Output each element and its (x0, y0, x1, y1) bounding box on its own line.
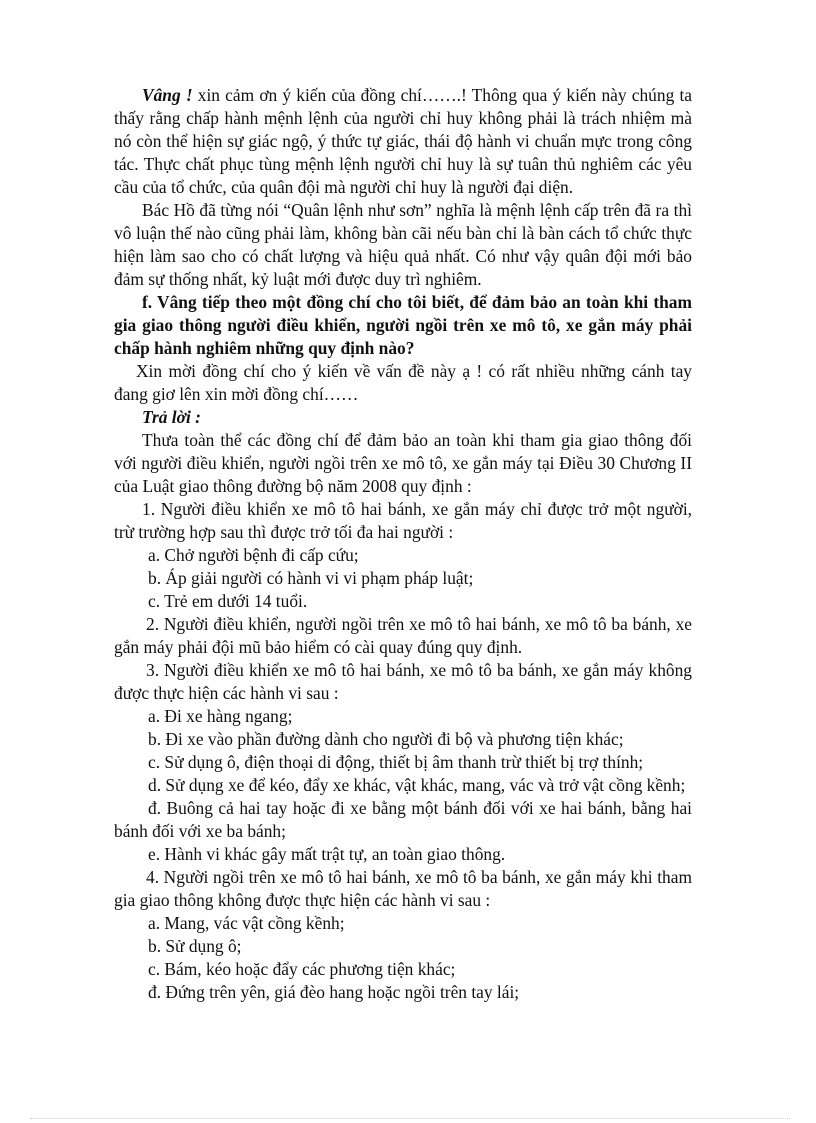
sub-item: c. Sử dụng ô, điện thoại di động, thiết bị âm thanh trừ thiết bị trợ thính; (148, 752, 644, 772)
sub-item: c. Trẻ em dưới 14 tuổi. (148, 591, 308, 611)
rule-item-2: 2. Người điều khiển, người ngồi trên xe mô tô hai bánh, xe mô tô ba bánh, xe gắn máy phải đội mũ bảo hiểm có cài quay đúng quy định. (114, 614, 692, 657)
sub-item: a. Mang, vác vật cồng kềnh; (148, 913, 345, 933)
sub-item: d. Sử dụng xe để kéo, đẩy xe khác, vật khác, mang, vác và trở vật cồng kềnh; (148, 775, 686, 795)
rule-item-4: 4. Người ngồi trên xe mô tô hai bánh, xe mô tô ba bánh, xe gắn máy khi tham gia giao thông không được thực hiện các hành vi sau : (114, 867, 692, 910)
paragraph-text: xin cảm ơn ý kiến của đồng chí…….! Thông qua ý kiến này chúng ta thấy rằng chấp hành mệnh lệnh của người chỉ huy không phải là trách nhiệm mà nó còn thể hiện sự giác ngộ, ý thức tự giác, thái độ hành vi chuẩn mực trong công tác. Thực chất phục tùng mệnh lệnh người chỉ huy là sự tuân thủ nghiêm các yêu cầu của tổ chức, của quân đội mà người chỉ huy là người đại diện. (114, 85, 692, 197)
paragraph-response (114, 84, 692, 199)
sub-item: b. Áp giải người có hành vi vi phạm pháp luật; (148, 568, 474, 588)
rule-item-1: 1. Người điều khiển xe mô tô hai bánh, xe gắn máy chỉ được trở một người, trừ trường hợp sau thì được trở tối đa hai người : (114, 499, 692, 542)
sub-item: b. Sử dụng ô; (148, 936, 242, 956)
sub-item: a. Chở người bệnh đi cấp cứu; (148, 545, 359, 565)
question-heading: f. Vâng tiếp theo một đồng chí cho tôi biết, để đảm bảo an toàn khi tham gia giao thông người điều khiển, người ngồi trên xe mô tô, xe gắn máy phải chấp hành nghiêm những quy định nào? (114, 292, 692, 358)
paragraph-quote: Bác Hồ đã từng nói “Quân lệnh như sơn” nghĩa là mệnh lệnh cấp trên đã ra thì vô luận thế nào cũng phải làm, không bàn cãi nếu bàn chỉ là bàn cách tổ chức thực hiện làm sao cho có chất lượng và hiệu quả nhất. Có như vậy quân đội mới bảo đảm sự thống nhất, kỷ luật mới được duy trì nghiêm. (114, 200, 692, 289)
sub-item: c. Bám, kéo hoặc đẩy các phương tiện khác; (148, 959, 456, 979)
sub-item: b. Đi xe vào phần đường dành cho người đi bộ và phương tiện khác; (148, 729, 624, 749)
rule-item-3: 3. Người điều khiển xe mô tô hai bánh, xe mô tô ba bánh, xe gắn máy không được thực hiện các hành vi sau : (114, 660, 692, 703)
sub-item: e. Hành vi khác gây mất trật tự, an toàn giao thông. (148, 844, 506, 864)
paragraph-invite: Xin mời đồng chí cho ý kiến về vấn đề này ạ ! có rất nhiều những cánh tay đang giơ lên xin mời đồng chí…… (114, 361, 692, 404)
sub-item: a. Đi xe hàng ngang; (148, 706, 293, 726)
lead-word: Vâng ! (142, 85, 193, 105)
document-body (114, 84, 692, 1004)
paragraph-answer-intro: Thưa toàn thể các đồng chí để đảm bảo an toàn khi tham gia giao thông đối với người điều khiển, người ngồi trên xe mô tô, xe gắn máy tại Điều 30 Chương II của Luật giao thông đường bộ năm 2008 quy định : (114, 430, 692, 496)
sub-item: đ. Buông cả hai tay hoặc đi xe bằng một bánh đối với xe hai bánh, bằng hai bánh đối với xe ba bánh; (114, 798, 692, 841)
sub-item: đ. Đứng trên yên, giá đèo hang hoặc ngồi trên tay lái; (148, 982, 520, 1002)
footer-dotted-rule (30, 1118, 790, 1119)
answer-label: Trả lời : (142, 407, 201, 427)
